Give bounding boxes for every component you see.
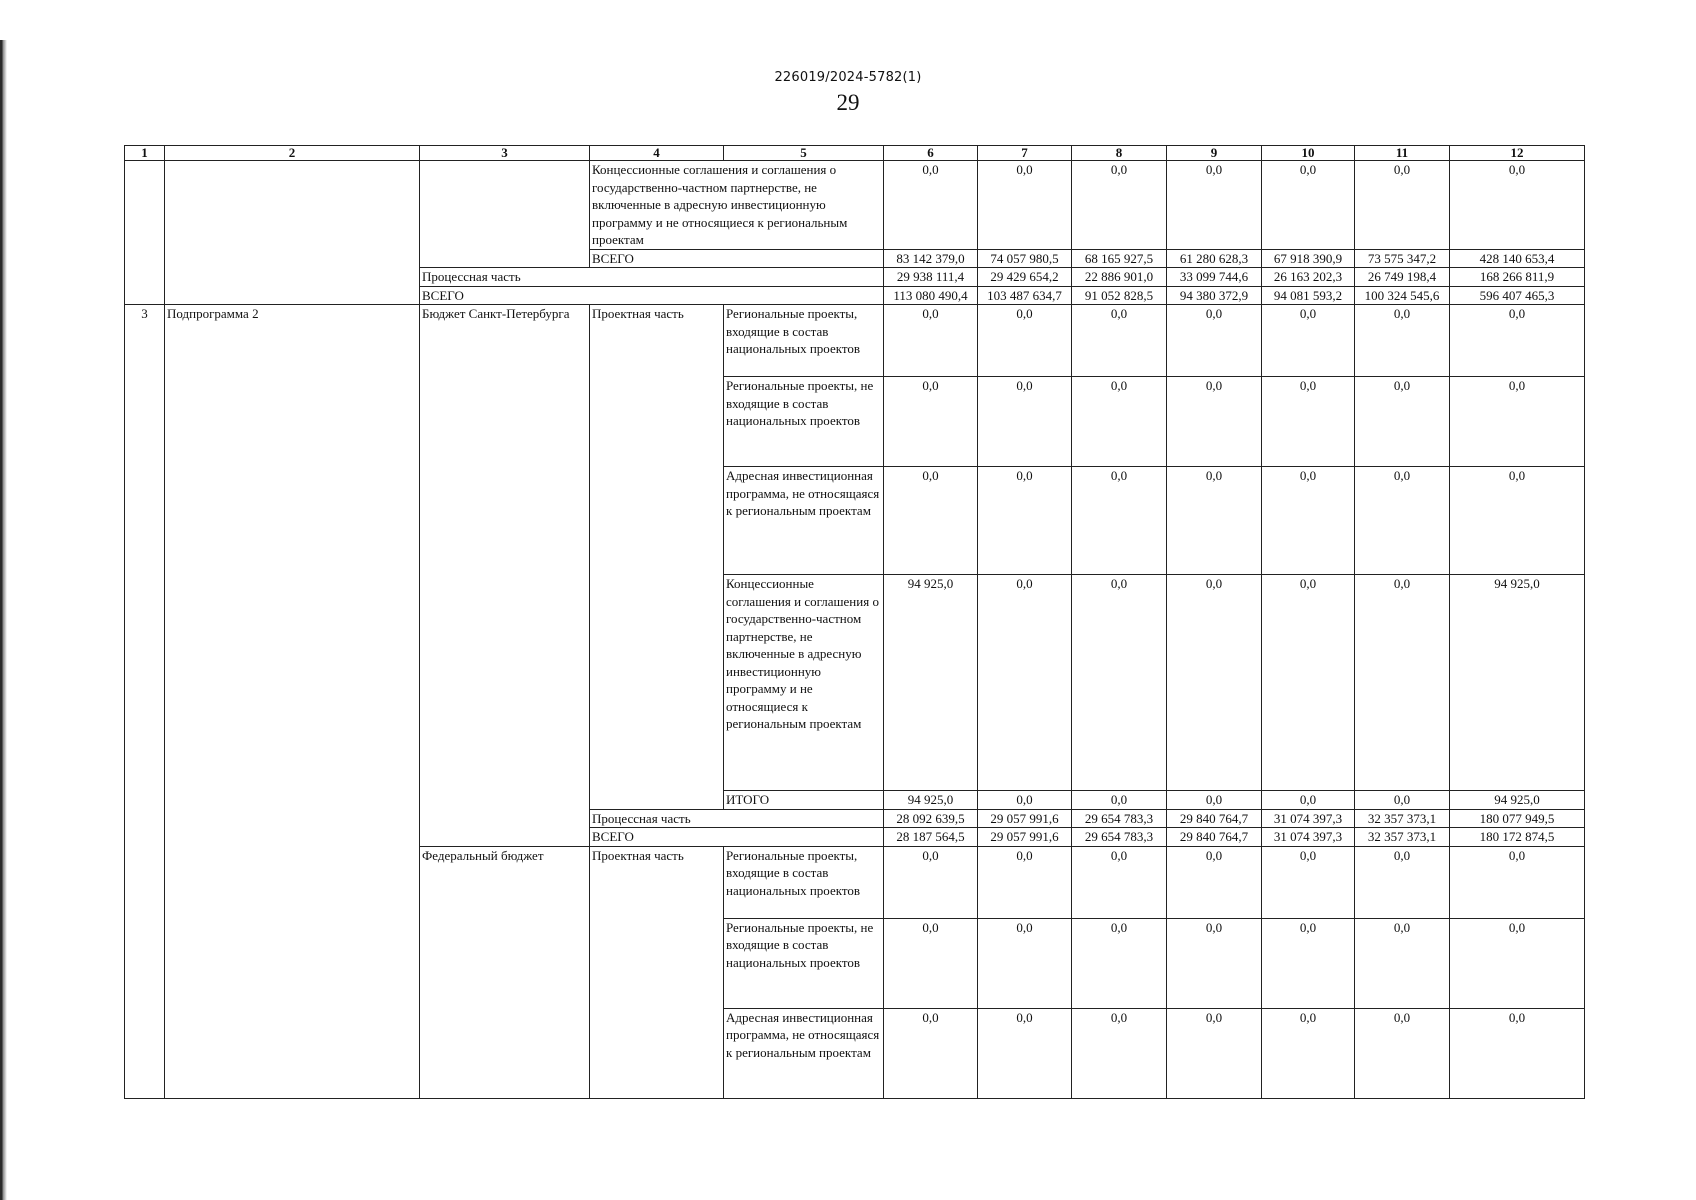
value-cell-col-11: 0,0 <box>1355 1008 1450 1098</box>
value-cell-col-8: 0,0 <box>1072 791 1167 810</box>
value-cell-col-11: 0,0 <box>1355 575 1450 791</box>
column-header: 5 <box>724 146 884 161</box>
value-cell-col-6: 0,0 <box>884 161 978 250</box>
value-cell-col-9: 0,0 <box>1167 377 1262 467</box>
value-cell-col-10: 0,0 <box>1262 846 1355 918</box>
value-cell-col-11: 0,0 <box>1355 467 1450 575</box>
value-cell-col-8: 0,0 <box>1072 1008 1167 1098</box>
value-cell-col-6: 113 080 490,4 <box>884 286 978 305</box>
value-cell-col-8: 0,0 <box>1072 918 1167 1008</box>
subprogram-name: Подпрограмма 2 <box>165 305 420 1099</box>
value-cell-col-12: 168 266 811,9 <box>1450 268 1585 287</box>
value-cell-col-7: 0,0 <box>978 846 1072 918</box>
value-cell-col-9: 0,0 <box>1167 467 1262 575</box>
column-header: 1 <box>125 146 165 161</box>
value-cell-col-12: 0,0 <box>1450 1008 1585 1098</box>
value-cell-col-8: 68 165 927,5 <box>1072 249 1167 268</box>
row-label: ВСЕГО <box>590 828 884 847</box>
value-cell-col-9: 33 099 744,6 <box>1167 268 1262 287</box>
value-cell-col-11: 100 324 545,6 <box>1355 286 1450 305</box>
value-cell-col-12: 94 925,0 <box>1450 575 1585 791</box>
column-header: 2 <box>165 146 420 161</box>
value-cell-col-6: 0,0 <box>884 467 978 575</box>
value-cell-col-12: 596 407 465,3 <box>1450 286 1585 305</box>
value-cell-col-11: 32 357 373,1 <box>1355 809 1450 828</box>
value-cell-col-8: 0,0 <box>1072 575 1167 791</box>
value-cell-col-10: 94 081 593,2 <box>1262 286 1355 305</box>
value-cell-col-12: 0,0 <box>1450 161 1585 250</box>
value-cell-col-7: 0,0 <box>978 161 1072 250</box>
value-cell-col-7: 0,0 <box>978 377 1072 467</box>
value-cell-col-8: 0,0 <box>1072 846 1167 918</box>
value-cell-col-9: 0,0 <box>1167 918 1262 1008</box>
value-cell-col-10: 0,0 <box>1262 918 1355 1008</box>
value-cell-col-12: 0,0 <box>1450 918 1585 1008</box>
value-cell-col-12: 180 172 874,5 <box>1450 828 1585 847</box>
value-cell-col-6: 0,0 <box>884 918 978 1008</box>
row-label: ИТОГО <box>724 791 884 810</box>
value-cell-col-7: 29 057 991,6 <box>978 809 1072 828</box>
value-cell-col-11: 0,0 <box>1355 791 1450 810</box>
value-cell-col-9: 0,0 <box>1167 161 1262 250</box>
budget-table <box>124 145 1585 1099</box>
row-label: ВСЕГО <box>590 249 884 268</box>
value-cell-col-11: 32 357 373,1 <box>1355 828 1450 847</box>
value-cell-col-10: 0,0 <box>1262 575 1355 791</box>
value-cell-col-8: 0,0 <box>1072 377 1167 467</box>
value-cell-col-6: 28 092 639,5 <box>884 809 978 828</box>
value-cell-col-6: 83 142 379,0 <box>884 249 978 268</box>
value-cell-col-8: 91 052 828,5 <box>1072 286 1167 305</box>
value-cell-col-10: 0,0 <box>1262 1008 1355 1098</box>
column-header: 12 <box>1450 146 1585 161</box>
table-row <box>125 305 1585 377</box>
value-cell-col-12: 94 925,0 <box>1450 791 1585 810</box>
row-label: Адресная инвестиционная программа, не относящаяся к региональным проектам <box>724 1008 884 1098</box>
row-label: Концессионные соглашения и соглашения о государственно-частном партнерстве, не включенные в адресную инвестиционную программу и не относящиеся к региональным проектам <box>590 161 884 250</box>
header-row <box>125 146 1585 161</box>
budget-source: Федеральный бюджет <box>420 846 590 1098</box>
value-cell-col-7: 29 057 991,6 <box>978 828 1072 847</box>
column-header: 6 <box>884 146 978 161</box>
value-cell-col-6: 0,0 <box>884 1008 978 1098</box>
value-cell-col-6: 0,0 <box>884 377 978 467</box>
value-cell-col-9: 29 840 764,7 <box>1167 809 1262 828</box>
column-header: 11 <box>1355 146 1450 161</box>
page-number: 29 <box>836 90 860 115</box>
row-label: Региональные проекты, не входящие в состав национальных проектов <box>724 377 884 467</box>
value-cell-col-7: 29 429 654,2 <box>978 268 1072 287</box>
value-cell-col-9: 0,0 <box>1167 846 1262 918</box>
budget-source: Бюджет Санкт-Петербурга <box>420 305 590 847</box>
value-cell-col-9: 0,0 <box>1167 1008 1262 1098</box>
row-label: Процессная часть <box>420 268 884 287</box>
value-cell-col-7: 0,0 <box>978 305 1072 377</box>
value-cell-col-6: 29 938 111,4 <box>884 268 978 287</box>
value-cell-col-6: 0,0 <box>884 846 978 918</box>
value-cell-col-8: 29 654 783,3 <box>1072 828 1167 847</box>
value-cell-col-12: 0,0 <box>1450 377 1585 467</box>
value-cell-col-9: 0,0 <box>1167 305 1262 377</box>
row-label: Региональные проекты, не входящие в состав национальных проектов <box>724 918 884 1008</box>
value-cell-col-7: 103 487 634,7 <box>978 286 1072 305</box>
row-label: Адресная инвестиционная программа, не относящаяся к региональным проектам <box>724 467 884 575</box>
value-cell-col-8: 0,0 <box>1072 161 1167 250</box>
value-cell-col-8: 29 654 783,3 <box>1072 809 1167 828</box>
value-cell-col-9: 94 380 372,9 <box>1167 286 1262 305</box>
value-cell-col-7: 0,0 <box>978 575 1072 791</box>
row-label: Процессная часть <box>590 809 884 828</box>
value-cell-col-10: 0,0 <box>1262 161 1355 250</box>
value-cell-col-11: 73 575 347,2 <box>1355 249 1450 268</box>
value-cell-col-12: 428 140 653,4 <box>1450 249 1585 268</box>
value-cell-col-8: 22 886 901,0 <box>1072 268 1167 287</box>
row-label: Концессионные соглашения и соглашения о государственно-частном партнерстве, не включенные в адресную инвестиционную программу и не относящиеся к региональным проектам <box>724 575 884 791</box>
value-cell-col-9: 0,0 <box>1167 575 1262 791</box>
value-cell-col-12: 0,0 <box>1450 467 1585 575</box>
empty-cell <box>125 161 165 305</box>
table-row <box>125 161 1585 250</box>
column-header: 7 <box>978 146 1072 161</box>
value-cell-col-9: 0,0 <box>1167 791 1262 810</box>
column-header: 4 <box>590 146 724 161</box>
empty-cell <box>165 161 420 305</box>
value-cell-col-9: 61 280 628,3 <box>1167 249 1262 268</box>
empty-cell <box>420 161 590 268</box>
value-cell-col-8: 0,0 <box>1072 467 1167 575</box>
value-cell-col-12: 180 077 949,5 <box>1450 809 1585 828</box>
value-cell-col-10: 0,0 <box>1262 305 1355 377</box>
value-cell-col-7: 74 057 980,5 <box>978 249 1072 268</box>
value-cell-col-11: 0,0 <box>1355 918 1450 1008</box>
value-cell-col-11: 0,0 <box>1355 161 1450 250</box>
row-label: Региональные проекты, входящие в состав национальных проектов <box>724 305 884 377</box>
value-cell-col-6: 28 187 564,5 <box>884 828 978 847</box>
value-cell-col-11: 26 749 198,4 <box>1355 268 1450 287</box>
value-cell-col-6: 0,0 <box>884 305 978 377</box>
row-label: Региональные проекты, входящие в состав национальных проектов <box>724 846 884 918</box>
value-cell-col-7: 0,0 <box>978 467 1072 575</box>
document-id: 226019/2024-5782(1) <box>774 70 922 85</box>
value-cell-col-10: 31 074 397,3 <box>1262 809 1355 828</box>
value-cell-col-6: 94 925,0 <box>884 791 978 810</box>
scan-edge <box>0 40 7 1200</box>
value-cell-col-11: 0,0 <box>1355 305 1450 377</box>
column-header: 10 <box>1262 146 1355 161</box>
project-part: Проектная часть <box>590 305 724 810</box>
column-header: 8 <box>1072 146 1167 161</box>
project-part: Проектная часть <box>590 846 724 1098</box>
value-cell-col-10: 26 163 202,3 <box>1262 268 1355 287</box>
column-header: 9 <box>1167 146 1262 161</box>
value-cell-col-11: 0,0 <box>1355 377 1450 467</box>
value-cell-col-12: 0,0 <box>1450 846 1585 918</box>
value-cell-col-6: 94 925,0 <box>884 575 978 791</box>
value-cell-col-11: 0,0 <box>1355 846 1450 918</box>
value-cell-col-8: 0,0 <box>1072 305 1167 377</box>
column-header: 3 <box>420 146 590 161</box>
value-cell-col-9: 29 840 764,7 <box>1167 828 1262 847</box>
value-cell-col-10: 0,0 <box>1262 467 1355 575</box>
value-cell-col-12: 0,0 <box>1450 305 1585 377</box>
value-cell-col-10: 67 918 390,9 <box>1262 249 1355 268</box>
value-cell-col-10: 0,0 <box>1262 377 1355 467</box>
row-label: ВСЕГО <box>420 286 884 305</box>
value-cell-col-7: 0,0 <box>978 1008 1072 1098</box>
value-cell-col-7: 0,0 <box>978 918 1072 1008</box>
value-cell-col-10: 31 074 397,3 <box>1262 828 1355 847</box>
value-cell-col-7: 0,0 <box>978 791 1072 810</box>
row-number: 3 <box>125 305 165 1099</box>
value-cell-col-10: 0,0 <box>1262 791 1355 810</box>
